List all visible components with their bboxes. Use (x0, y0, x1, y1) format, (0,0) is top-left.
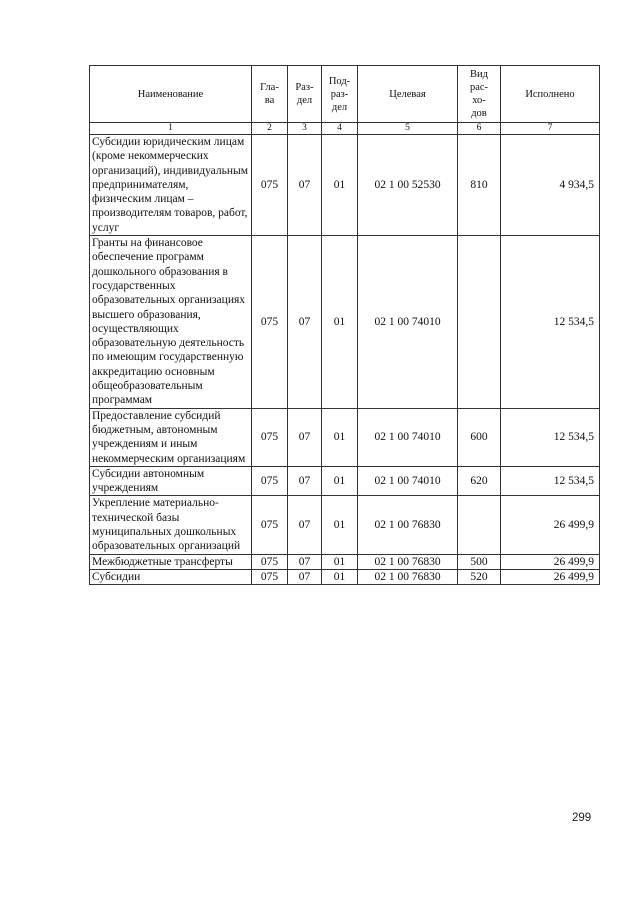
row-target: 02 1 00 74010 (358, 408, 458, 466)
row-name: Межбюджетные трансферты (90, 554, 252, 569)
row-target: 02 1 00 74010 (358, 466, 458, 496)
header-target (358, 66, 458, 123)
row-vid: 520 (458, 569, 501, 584)
row-razdel: 07 (288, 496, 322, 554)
row-podrazdel: 01 (322, 554, 358, 569)
row-glava: 075 (252, 135, 288, 236)
row-podrazdel: 01 (322, 496, 358, 554)
row-podrazdel: 01 (322, 236, 358, 409)
column-number: 4 (322, 123, 358, 135)
budget-table (89, 65, 600, 585)
row-vid (458, 236, 501, 409)
row-target: 02 1 00 76830 (358, 554, 458, 569)
row-vid (458, 496, 501, 554)
header-row (90, 66, 600, 123)
row-done: 26 499,9 (501, 496, 600, 554)
row-glava: 075 (252, 466, 288, 496)
row-podrazdel: 01 (322, 569, 358, 584)
row-razdel: 07 (288, 569, 322, 584)
header-name (90, 66, 252, 123)
header-razdel: Раз- дел (288, 66, 322, 123)
row-name: Субсидии юридическим лицам (кроме некоммерческих организаций), индивидуальным предпринимателям, физическим лицам – производителям товаров, работ, услуг (90, 135, 252, 236)
row-podrazdel: 01 (322, 135, 358, 236)
header-name-text: Наименование (137, 88, 204, 100)
column-number: 5 (358, 123, 458, 135)
row-vid: 500 (458, 554, 501, 569)
row-target: 02 1 00 52530 (358, 135, 458, 236)
row-done: 12 534,5 (501, 408, 600, 466)
column-number-row (90, 123, 600, 135)
row-podrazdel: 01 (322, 408, 358, 466)
row-razdel: 07 (288, 236, 322, 409)
row-glava: 075 (252, 496, 288, 554)
column-number: 1 (90, 123, 252, 135)
table-row (90, 236, 600, 409)
row-glava: 075 (252, 569, 288, 584)
row-razdel: 07 (288, 135, 322, 236)
table-row (90, 135, 600, 236)
row-target: 02 1 00 74010 (358, 236, 458, 409)
row-name: Укрепление материально-технической базы муниципальных дошкольных образовательных организаций (90, 496, 252, 554)
header-target-text: Целевая (389, 88, 426, 100)
page-number: 299 (572, 812, 592, 824)
row-name: Субсидии (90, 569, 252, 584)
table-row (90, 408, 600, 466)
column-number: 7 (501, 123, 600, 135)
header-vid: Вид рас- хо- дов (458, 66, 501, 123)
column-number: 3 (288, 123, 322, 135)
table-row (90, 466, 600, 496)
row-razdel: 07 (288, 466, 322, 496)
table-row (90, 569, 600, 584)
row-done: 12 534,5 (501, 466, 600, 496)
header-glava: Гла- ва (252, 66, 288, 123)
column-number: 2 (252, 123, 288, 135)
header-done (501, 66, 600, 123)
row-vid: 600 (458, 408, 501, 466)
column-number: 6 (458, 123, 501, 135)
row-target: 02 1 00 76830 (358, 569, 458, 584)
row-vid: 810 (458, 135, 501, 236)
row-glava: 075 (252, 554, 288, 569)
row-podrazdel: 01 (322, 466, 358, 496)
row-name: Предоставление субсидий бюджетным, автономным учреждениям и иным некоммерческим организациям (90, 408, 252, 466)
row-glava: 075 (252, 408, 288, 466)
row-glava: 075 (252, 236, 288, 409)
row-target: 02 1 00 76830 (358, 496, 458, 554)
row-name: Субсидии автономным учреждениям (90, 466, 252, 496)
table-row (90, 496, 600, 554)
row-done: 4 934,5 (501, 135, 600, 236)
row-done: 26 499,9 (501, 554, 600, 569)
row-razdel: 07 (288, 554, 322, 569)
row-done: 26 499,9 (501, 569, 600, 584)
table-row (90, 554, 600, 569)
row-done: 12 534,5 (501, 236, 600, 409)
row-name: Гранты на финансовое обеспечение программ дошкольного образования в государственных образовательных организациях высшего образования, осуществляющих образовательную деятельность по имеющим государственную аккредитацию основным общеобразовательным программам (90, 236, 252, 409)
header-podrazdel: Под- раз- дел (322, 66, 358, 123)
header-done-text: Исполнено (525, 88, 575, 100)
row-vid: 620 (458, 466, 501, 496)
row-razdel: 07 (288, 408, 322, 466)
